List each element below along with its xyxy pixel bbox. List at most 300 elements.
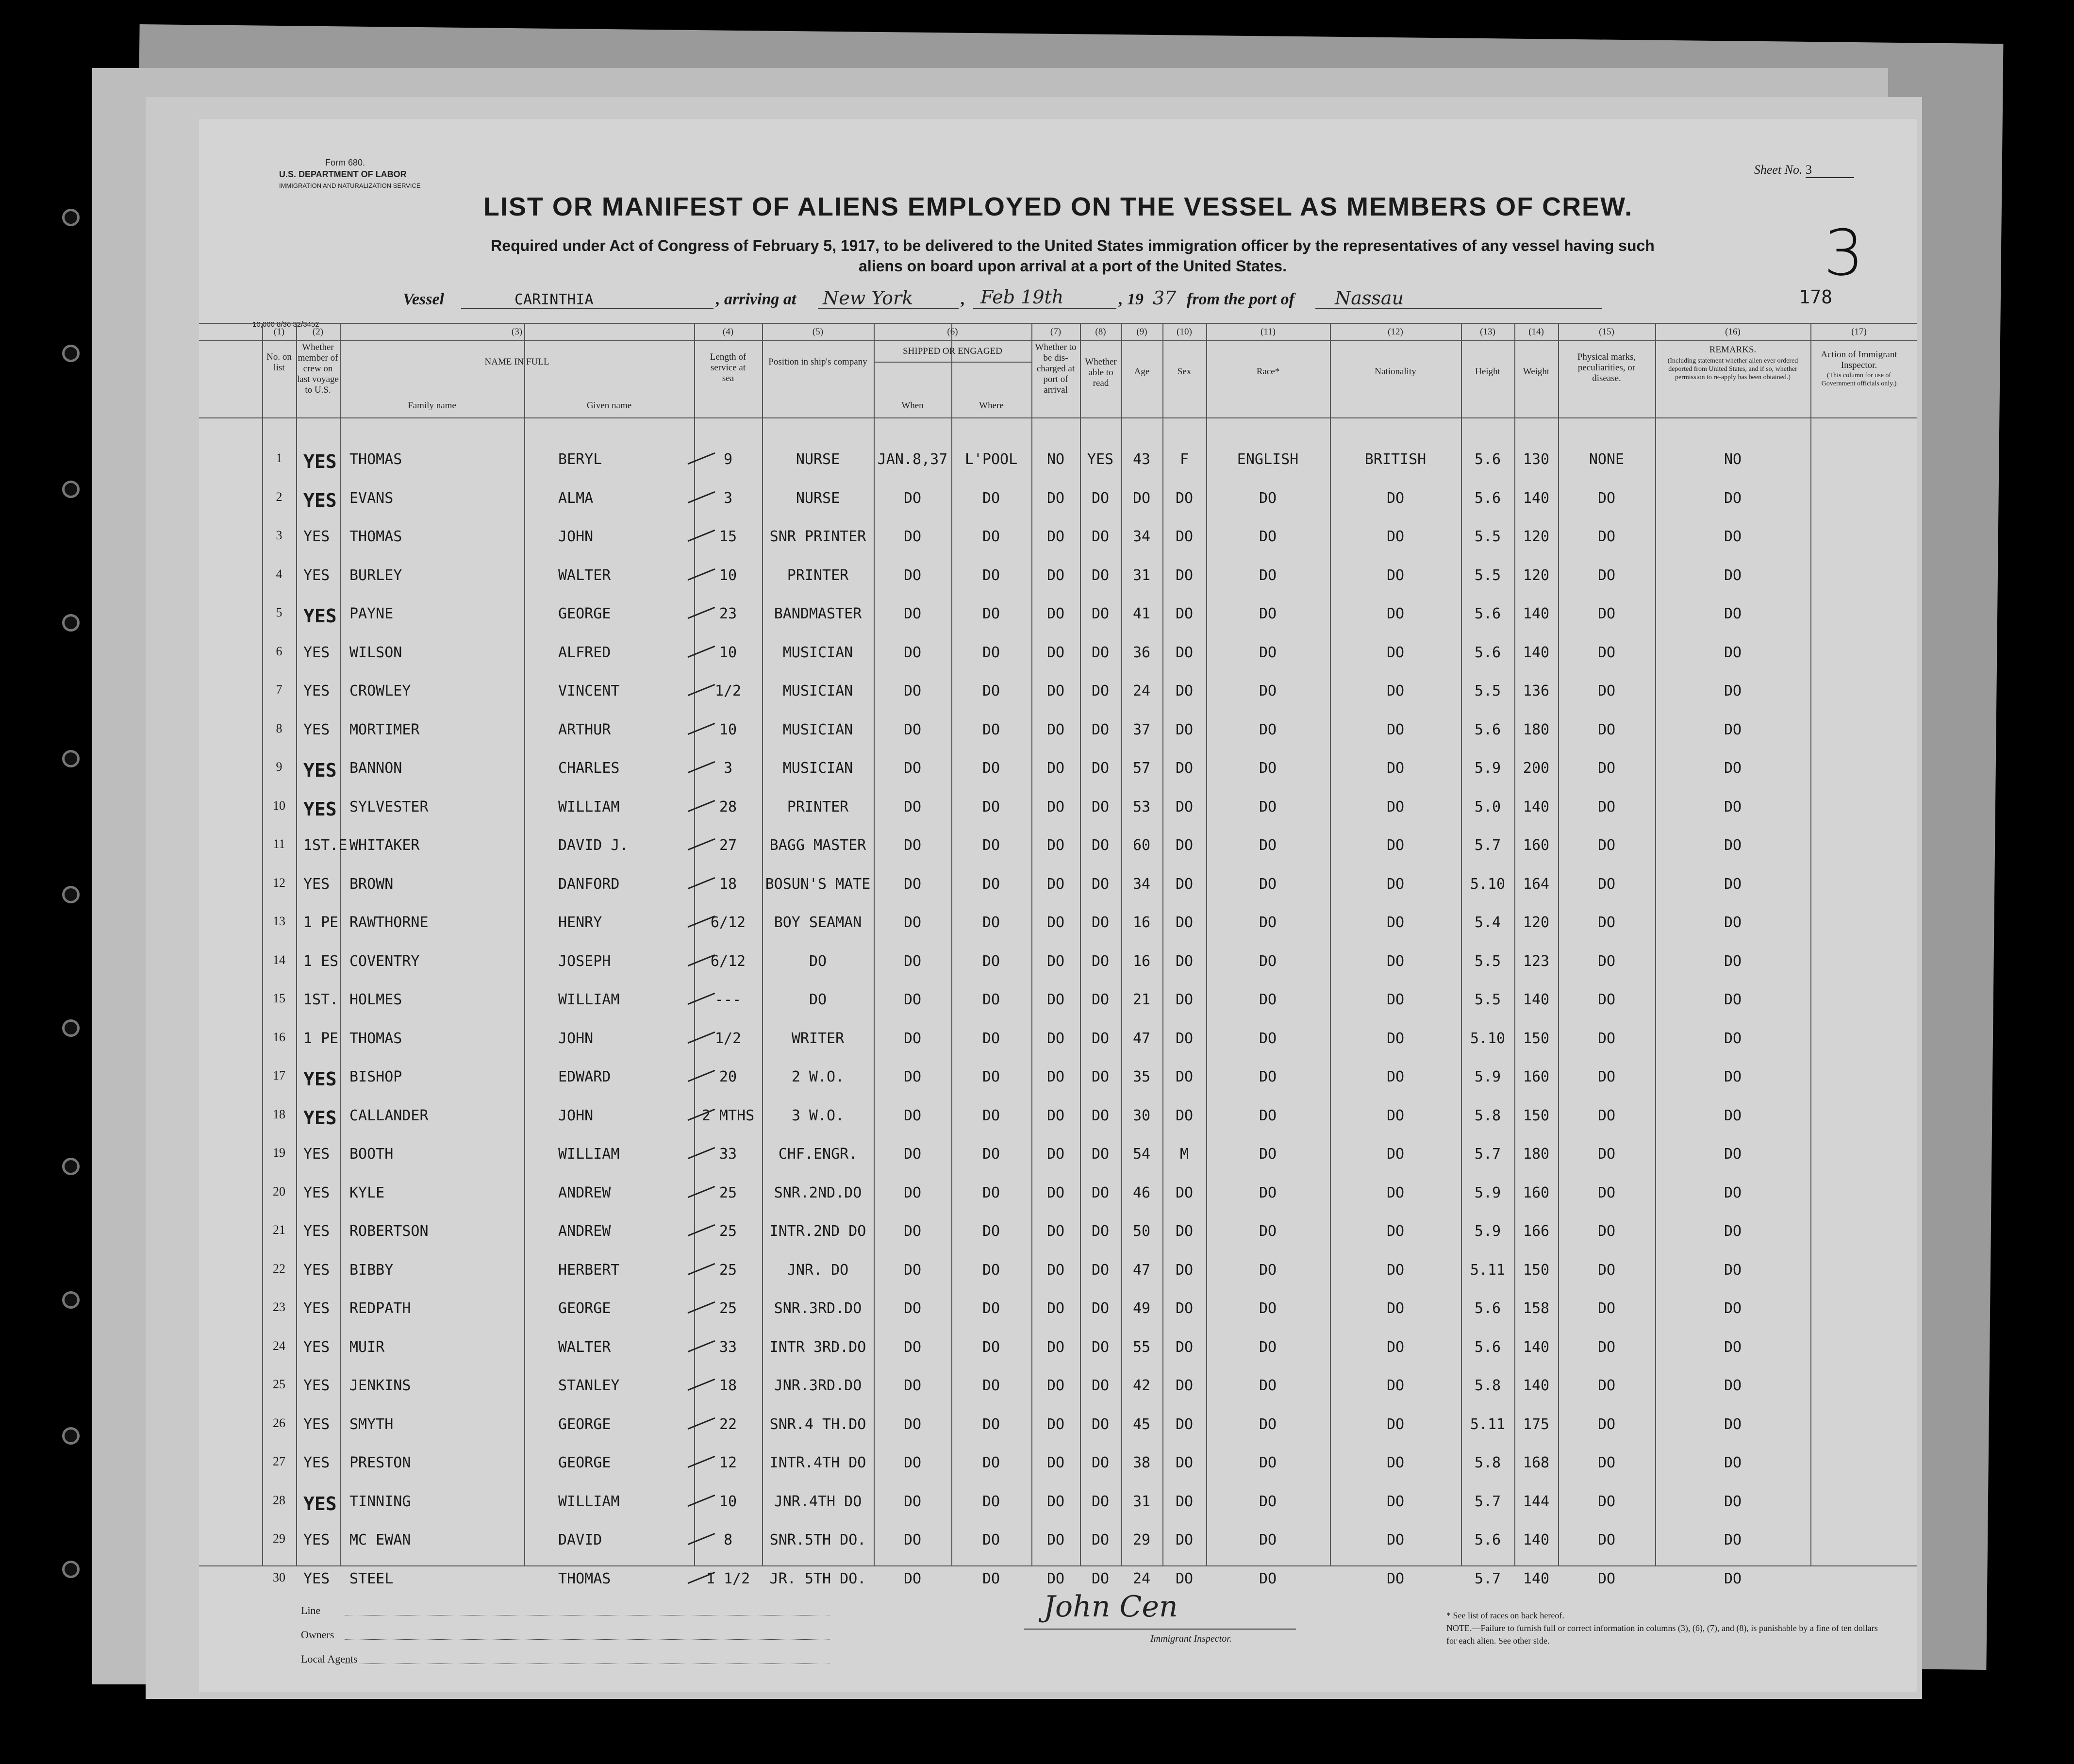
binder-hole (62, 209, 80, 226)
cell-discharged: DO (1046, 952, 1065, 970)
cell-given: DAVID J. (558, 837, 629, 854)
cell-when: DO (903, 798, 922, 815)
cell-height: 5.6 (1474, 451, 1501, 468)
cell-sex: M (1179, 1146, 1189, 1163)
cell-read: DO (1091, 798, 1110, 815)
cell-length: 1 1/2 (706, 1570, 750, 1587)
cell-when: DO (903, 1184, 922, 1201)
from-port: Nassau (1335, 287, 1404, 309)
cell-sex: DO (1175, 1068, 1194, 1085)
cell-no: 6 (276, 644, 282, 658)
sheet-label: Sheet No. (1754, 163, 1803, 177)
cell-family: WILSON (349, 644, 402, 661)
cell-race: DO (1259, 1146, 1277, 1163)
cell-nationality: DO (1386, 1223, 1405, 1240)
cell-marks: DO (1597, 1377, 1616, 1394)
cell-when: DO (903, 1415, 922, 1433)
cell-discharged: DO (1046, 682, 1065, 699)
cell-family: EVANS (349, 489, 394, 507)
cell-marks: DO (1597, 1184, 1616, 1201)
cell-given: WILLIAM (558, 1493, 620, 1510)
sheet-number-value: 3 (1806, 163, 1854, 178)
cell-height: 5.11 (1470, 1415, 1506, 1433)
cell-marks: DO (1597, 760, 1616, 777)
page-title: LIST OR MANIFEST OF ALIENS EMPLOYED ON THE VESSEL AS MEMBERS OF CREW. (483, 192, 1633, 221)
cell-where: DO (982, 1107, 1000, 1124)
cell-discharged: DO (1046, 489, 1065, 507)
cell-read: DO (1091, 1261, 1110, 1279)
cell-no: 26 (273, 1415, 285, 1430)
cell-marks: DO (1597, 566, 1616, 584)
cell-given: GEORGE (558, 1300, 611, 1317)
cell-when: DO (903, 721, 922, 738)
cell-when: DO (903, 1068, 922, 1085)
manifest-sheet (199, 119, 1917, 1692)
cell-height: 5.8 (1474, 1377, 1501, 1394)
cell-race: DO (1259, 952, 1277, 970)
cell-length: 12 (719, 1454, 737, 1471)
cell-nationality: DO (1386, 1107, 1405, 1124)
cell-no: 30 (273, 1570, 285, 1584)
cell-read: DO (1091, 952, 1110, 970)
cell-position: MUSICIAN (782, 644, 853, 661)
cell-position: INTR.4TH DO (769, 1454, 866, 1471)
cell-discharged: NO (1046, 451, 1065, 468)
cell-marks: DO (1597, 721, 1616, 738)
cell-age: 24 (1132, 1570, 1151, 1587)
cell-nationality: DO (1386, 1030, 1405, 1047)
cell-sex: DO (1175, 914, 1194, 931)
cell-family: WHITAKER (349, 837, 420, 854)
cell-no: 1 (276, 451, 282, 465)
cell-race: DO (1259, 1261, 1277, 1279)
cell-no: 15 (273, 991, 285, 1005)
cell-when: DO (903, 605, 922, 622)
cell-race: DO (1259, 875, 1277, 893)
cell-marks: DO (1597, 1570, 1616, 1587)
header-remarks-note: (Including statement whether alien ever ordered deported from United States, and if so, whether permission to re-apply has been obtained.) (1667, 357, 1798, 381)
cell-discharged: DO (1046, 1493, 1065, 1510)
cell-remarks: DO (1724, 1300, 1742, 1317)
cell-position: PRINTER (787, 798, 849, 815)
cell-race: DO (1259, 1454, 1277, 1471)
cell-member: YES (303, 1570, 330, 1587)
cell-where: DO (982, 721, 1000, 738)
cell-position: BOY SEAMAN (774, 914, 862, 931)
inspector-signature: John Cen (1044, 1590, 1178, 1624)
header-height: Height (1475, 366, 1500, 377)
cell-position: JR. 5TH DO. (769, 1570, 866, 1587)
cell-age: 37 (1132, 721, 1151, 738)
cell-remarks: DO (1724, 1146, 1742, 1163)
cell-weight: 168 (1523, 1454, 1550, 1471)
cell-nationality: DO (1386, 837, 1405, 854)
cell-read: DO (1091, 991, 1110, 1008)
cell-remarks: DO (1724, 566, 1742, 584)
cell-read: DO (1091, 721, 1110, 738)
cell-nationality: DO (1386, 1068, 1405, 1085)
cell-read: DO (1091, 1338, 1110, 1356)
cell-position: JNR.4TH DO (774, 1493, 862, 1510)
cell-read: DO (1091, 1377, 1110, 1394)
cell-sex: DO (1175, 837, 1194, 854)
cell-race: DO (1259, 798, 1277, 815)
binder-hole (62, 614, 80, 632)
cell-race: DO (1259, 1415, 1277, 1433)
cell-given: ARTHUR (558, 721, 611, 738)
cell-given: JOSEPH (558, 952, 611, 970)
cell-given: JOHN (558, 1107, 594, 1124)
cell-position: DO (809, 991, 827, 1008)
cell-age: DO (1132, 489, 1151, 507)
cell-sex: DO (1175, 1570, 1194, 1587)
cell-where: DO (982, 1300, 1000, 1317)
cell-remarks: DO (1724, 798, 1742, 815)
cell-member: YES (303, 1493, 337, 1514)
binder-hole (62, 1158, 80, 1175)
cell-age: 46 (1132, 1184, 1151, 1201)
cell-member: YES (303, 1415, 330, 1433)
cell-marks: DO (1597, 1068, 1616, 1085)
footer-notes (1446, 1609, 1883, 1647)
cell-family: BIBBY (349, 1261, 394, 1279)
cell-given: WALTER (558, 566, 611, 584)
col-number: (15) (1599, 327, 1614, 337)
cell-sex: DO (1175, 1030, 1194, 1047)
cell-length: 18 (719, 1377, 737, 1394)
cell-given: HERBERT (558, 1261, 620, 1279)
cell-discharged: DO (1046, 875, 1065, 893)
cell-remarks: DO (1724, 489, 1742, 507)
cell-marks: DO (1597, 1223, 1616, 1240)
cell-race: DO (1259, 1300, 1277, 1317)
cell-race: DO (1259, 1223, 1277, 1240)
header-weight: Weight (1523, 366, 1550, 377)
cell-marks: DO (1597, 1531, 1616, 1548)
cell-race: DO (1259, 605, 1277, 622)
cell-race: DO (1259, 566, 1277, 584)
cell-no: 2 (276, 489, 282, 504)
cell-given: STANLEY (558, 1377, 620, 1394)
cell-marks: DO (1597, 1300, 1616, 1317)
cell-nationality: DO (1386, 1146, 1405, 1163)
cell-given: HENRY (558, 914, 602, 931)
col-number: (8) (1095, 327, 1106, 337)
cell-no: 17 (273, 1068, 285, 1082)
cell-when: JAN.8,37 (877, 451, 948, 468)
cell-age: 47 (1132, 1261, 1151, 1279)
cell-given: GEORGE (558, 1454, 611, 1471)
cell-nationality: DO (1386, 1570, 1405, 1587)
col-number: (10) (1177, 327, 1192, 337)
service: IMMIGRATION AND NATURALIZATION SERVICE (279, 182, 421, 189)
cell-length: 1/2 (714, 1030, 742, 1047)
cell-family: TINNING (349, 1493, 411, 1510)
cell-family: ROBERTSON (349, 1223, 429, 1240)
cell-when: DO (903, 528, 922, 545)
cell-read: DO (1091, 489, 1110, 507)
cell-where: DO (982, 991, 1000, 1008)
cell-height: 5.9 (1474, 1068, 1501, 1085)
cell-length: 3 (723, 760, 733, 777)
cell-marks: DO (1597, 1107, 1616, 1124)
cell-length: 6/12 (710, 952, 746, 970)
cell-position: JNR.3RD.DO (774, 1377, 862, 1394)
cell-sex: DO (1175, 721, 1194, 738)
cell-sex: DO (1175, 1531, 1194, 1548)
col-number: (16) (1725, 327, 1741, 337)
cell-discharged: DO (1046, 760, 1065, 777)
cell-discharged: DO (1046, 1146, 1065, 1163)
cell-remarks: DO (1724, 1493, 1742, 1510)
cell-member: YES (303, 721, 330, 738)
cell-race: ENGLISH (1237, 451, 1299, 468)
cell-given: ALMA (558, 489, 594, 507)
cell-family: PAYNE (349, 605, 394, 622)
cell-when: DO (903, 1146, 922, 1163)
cell-weight: 160 (1523, 1184, 1550, 1201)
cell-weight: 140 (1523, 605, 1550, 622)
cell-position: PRINTER (787, 566, 849, 584)
cell-weight: 120 (1523, 914, 1550, 931)
cell-weight: 140 (1523, 1377, 1550, 1394)
cell-when: DO (903, 1531, 922, 1548)
cell-length: 27 (719, 837, 737, 854)
cell-read: DO (1091, 566, 1110, 584)
cell-length: 10 (719, 566, 737, 584)
cell-age: 60 (1132, 837, 1151, 854)
column-rule (1810, 323, 1811, 1565)
cell-where: DO (982, 952, 1000, 970)
cell-height: 5.7 (1474, 1570, 1501, 1587)
cell-when: DO (903, 1454, 922, 1471)
cell-family: HOLMES (349, 991, 402, 1008)
cell-discharged: DO (1046, 1570, 1065, 1587)
cell-marks: DO (1597, 952, 1616, 970)
cell-when: DO (903, 952, 922, 970)
cell-weight: 158 (1523, 1300, 1550, 1317)
cell-remarks: DO (1724, 1223, 1742, 1240)
arrival-date: Feb 19th (980, 286, 1064, 308)
cell-where: DO (982, 489, 1000, 507)
cell-nationality: DO (1386, 1531, 1405, 1548)
cell-height: 5.4 (1474, 914, 1501, 931)
cell-position: MUSICIAN (782, 682, 853, 699)
cell-where: DO (982, 1531, 1000, 1548)
cell-height: 5.9 (1474, 760, 1501, 777)
cell-remarks: DO (1724, 1184, 1742, 1201)
cell-length: 10 (719, 1493, 737, 1510)
cell-family: CALLANDER (349, 1107, 429, 1124)
cell-member: YES (303, 1146, 330, 1163)
cell-no: 13 (273, 914, 285, 928)
cell-length: 18 (719, 875, 737, 893)
cell-member: YES (303, 1261, 330, 1279)
cell-family: STEEL (349, 1570, 394, 1587)
row-rule (199, 323, 1917, 324)
cell-where: DO (982, 1338, 1000, 1356)
cell-remarks: DO (1724, 721, 1742, 738)
cell-no: 24 (273, 1338, 285, 1353)
cell-member: 1ST. (303, 991, 339, 1008)
cell-sex: DO (1175, 605, 1194, 622)
cell-height: 5.5 (1474, 566, 1501, 584)
cell-member: YES (303, 451, 337, 472)
cell-position: INTR.2ND DO (769, 1223, 866, 1240)
cell-nationality: DO (1386, 1493, 1405, 1510)
cell-race: DO (1259, 914, 1277, 931)
header-marks: Physical marks, peculiarities, or disease. (1577, 352, 1636, 383)
cell-family: JENKINS (349, 1377, 411, 1394)
cell-marks: DO (1597, 1030, 1616, 1047)
cell-length: 1/2 (714, 682, 742, 699)
cell-discharged: DO (1046, 1377, 1065, 1394)
col-number: (4) (722, 327, 734, 337)
cell-member: YES (303, 1068, 337, 1090)
cell-age: 53 (1132, 798, 1151, 815)
cell-height: 5.10 (1470, 875, 1506, 893)
cell-race: DO (1259, 1068, 1277, 1085)
cell-family: CROWLEY (349, 682, 411, 699)
cell-discharged: DO (1046, 1531, 1065, 1548)
cell-where: DO (982, 605, 1000, 622)
cell-where: DO (982, 837, 1000, 854)
cell-member: 1 ES (303, 952, 339, 970)
cell-nationality: DO (1386, 682, 1405, 699)
cell-remarks: DO (1724, 1338, 1742, 1356)
cell-race: DO (1259, 1570, 1277, 1587)
cell-nationality: DO (1386, 1338, 1405, 1356)
footer-rule (345, 1639, 830, 1640)
cell-marks: DO (1597, 644, 1616, 661)
year-suffix: 37 (1153, 287, 1177, 309)
cell-height: 5.6 (1474, 489, 1501, 507)
cell-sex: DO (1175, 528, 1194, 545)
cell-given: CHARLES (558, 760, 620, 777)
cell-position: SNR.5TH DO. (769, 1531, 866, 1548)
cell-discharged: DO (1046, 1454, 1065, 1471)
cell-discharged: DO (1046, 1300, 1065, 1317)
cell-member: 1ST.E. (303, 837, 356, 854)
cell-race: DO (1259, 682, 1277, 699)
cell-given: WILLIAM (558, 1146, 620, 1163)
cell-read: DO (1091, 1570, 1110, 1587)
col-number: (2) (312, 327, 324, 337)
col-number: (6) (947, 327, 958, 337)
cell-member: 1 PE (303, 1030, 339, 1047)
header-given: Given name (586, 400, 632, 411)
vessel-label: Vessel (403, 290, 444, 308)
binder-hole (62, 750, 80, 767)
cell-family: MORTIMER (349, 721, 420, 738)
cell-where: DO (982, 1570, 1000, 1587)
cell-read: DO (1091, 760, 1110, 777)
cell-weight: 140 (1523, 798, 1550, 815)
cell-position: BOSUN'S MATE (765, 875, 871, 893)
cell-family: COVENTRY (349, 952, 420, 970)
cell-when: DO (903, 760, 922, 777)
cell-discharged: DO (1046, 644, 1065, 661)
col-number: (7) (1050, 327, 1062, 337)
cell-when: DO (903, 1030, 922, 1047)
cell-position: NURSE (796, 451, 840, 468)
cell-length: 20 (719, 1068, 737, 1085)
cell-where: DO (982, 798, 1000, 815)
cell-when: DO (903, 1261, 922, 1279)
cell-race: DO (1259, 1377, 1277, 1394)
cell-marks: DO (1597, 1261, 1616, 1279)
cell-nationality: DO (1386, 566, 1405, 584)
cell-height: 5.5 (1474, 991, 1501, 1008)
cell-where: DO (982, 1184, 1000, 1201)
cell-weight: 136 (1523, 682, 1550, 699)
cell-age: 31 (1132, 566, 1151, 584)
cell-given: EDWARD (558, 1068, 611, 1085)
cell-marks: DO (1597, 914, 1616, 931)
cell-discharged: DO (1046, 914, 1065, 931)
col-number: (17) (1851, 327, 1867, 337)
cell-remarks: DO (1724, 528, 1742, 545)
cell-discharged: DO (1046, 605, 1065, 622)
cell-member: YES (303, 489, 337, 511)
from-label: from the port of (1187, 290, 1294, 308)
cell-position: 2 W.O. (791, 1068, 845, 1085)
cell-position: 3 W.O. (791, 1107, 845, 1124)
header-shipped: SHIPPED OR ENGAGED (903, 346, 1002, 356)
header-when: When (901, 400, 924, 411)
cell-no: 23 (273, 1300, 285, 1314)
cell-position: MUSICIAN (782, 721, 853, 738)
cell-age: 35 (1132, 1068, 1151, 1085)
cell-read: DO (1091, 1146, 1110, 1163)
cell-marks: DO (1597, 682, 1616, 699)
vessel-line: Vessel CARINTHIA , arriving at New York , Feb 19th , 19 37 from the port of Nassau (403, 290, 1762, 315)
cell-length: 23 (719, 605, 737, 622)
cell-height: 5.11 (1470, 1261, 1506, 1279)
header-position: Position in ship's company (768, 357, 867, 367)
cell-when: DO (903, 1493, 922, 1510)
cell-length: 3 (723, 489, 733, 507)
cell-read: DO (1091, 1454, 1110, 1471)
cell-given: JOHN (558, 1030, 594, 1047)
cell-read: DO (1091, 875, 1110, 893)
footer-agents-label: Local Agents (301, 1653, 358, 1665)
cell-read: DO (1091, 1068, 1110, 1085)
cell-marks: DO (1597, 1454, 1616, 1471)
cell-height: 5.6 (1474, 1300, 1501, 1317)
cell-family: BISHOP (349, 1068, 402, 1085)
cell-when: DO (903, 1338, 922, 1356)
col-number: (5) (812, 327, 824, 337)
header-race: Race* (1256, 366, 1280, 377)
binder-hole (62, 1291, 80, 1309)
binder-hole (62, 1019, 80, 1037)
cell-member: YES (303, 760, 337, 781)
cell-given: DAVID (558, 1531, 602, 1548)
cell-race: DO (1259, 489, 1277, 507)
cell-weight: 123 (1523, 952, 1550, 970)
cell-age: 24 (1132, 682, 1151, 699)
cell-given: WILLIAM (558, 798, 620, 815)
column-rule (524, 323, 525, 1565)
cell-member: 1 PE (303, 914, 339, 931)
header-length: Length of service at sea (710, 352, 747, 383)
cell-position: BANDMASTER (774, 605, 862, 622)
header-where: Where (979, 400, 1004, 411)
cell-length: 15 (719, 528, 737, 545)
cell-when: DO (903, 1570, 922, 1587)
cell-position: WRITER (791, 1030, 845, 1047)
